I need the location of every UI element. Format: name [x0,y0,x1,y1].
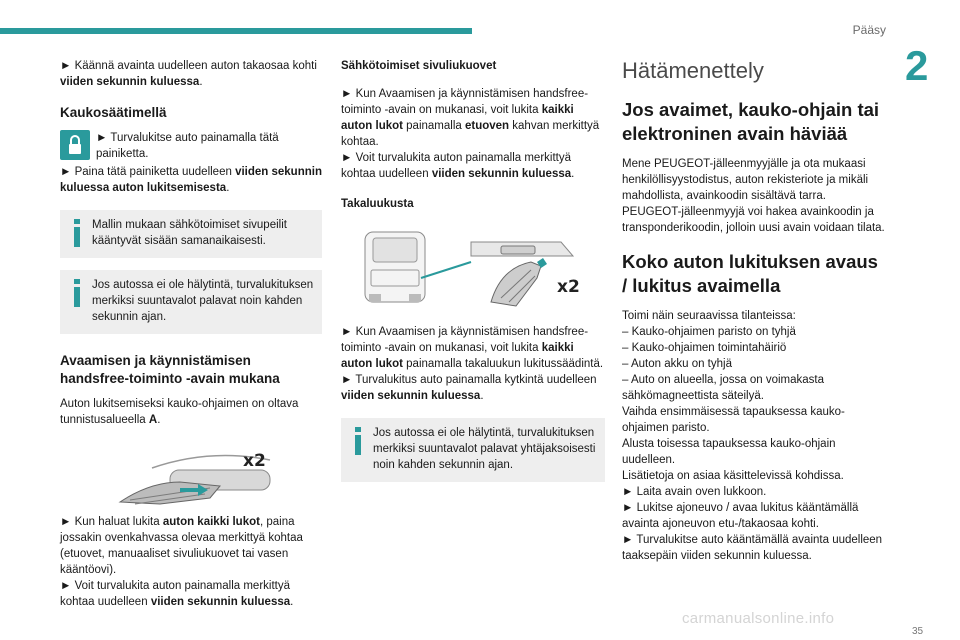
section-title: Pääsy [852,23,886,37]
heading-sliding-doors: Sähkötoimiset sivuliukuovet [341,60,497,72]
tailgate-illustration [341,222,605,312]
info-box-alarm-tailgate: Jos autossa ei ole hälytintä, turvalukituksen merkiksi suuntavalot palavat yhtäjaksoisesti noin kahden sekunnin ajan. [341,418,605,482]
column-left [60,58,322,624]
remote-lock-row: ► Turvalukitse auto painamalla tätä painiketta. [60,130,322,164]
page-number: 35 [912,626,924,637]
list-item: ► Turvalukitse auto kääntämällä avainta uudelleen taaksepäin viiden sekunnin kuluessa. [622,534,883,562]
info-box-mirrors: Mallin mukaan sähkötoimiset sivupeilit kääntyvät sisään samanaikaisesti. [60,210,322,258]
list-item: Lisätietoja on asiaa käsittelevissä kohdissa. [622,470,844,482]
list-item: – Kauko-ohjaimen toimintahäiriö [622,342,787,354]
info-icon [71,219,83,247]
list-item: Vaihda ensimmäisessä tapauksessa kauko-ohjaimen paristo. [622,406,845,434]
header-accent-bar [0,28,472,34]
illustration-x2-label: x2 [243,451,266,471]
list-item: ► Laita avain oven lukkoon. [622,486,767,498]
list-item: ► Lukitse ajoneuvo / avaa lukitus kääntämällä avainta ajoneuvon etu-/takaosaa kohti. [622,502,859,530]
heading-emergency: Hätämenettely [622,58,764,83]
list-item: Alusta toisessa tapauksessa kauko-ohjain uudelleen. [622,438,836,466]
heading-key-lock: Koko auton lukituksen avaus / lukitus avaimella [622,251,878,296]
heading-tailgate: Takaluukusta [341,198,414,210]
key-lock-instructions [622,308,886,564]
info-icon [352,427,364,455]
column-middle [341,58,605,494]
paragraph-remote-again: ► Paina tätä painiketta uudelleen viiden sekunnin kuluessa auton lukitsemisesta. [60,166,322,194]
watermark: carmanualsonline.info [682,610,835,627]
paragraph-turn-key: ► Käännä avainta uudelleen auton takaosaa kohti viiden sekunnin kuluessa. [60,60,317,88]
paragraph-lock-all: ► Kun haluat lukita auton kaikki lukot, paina jossakin ovenkahvassa olevaa merkittyä kohtaa (etuovet, manuaaliset sivuliukuovet tai vasen kääntöovi). ► Voit turvalukita auton painamalla merkittyä kohtaa uudelleen viiden sekunnin kuluessa. [60,516,303,608]
info-box-alarm: Jos autossa ei ole hälytintä, turvalukituksen merkiksi suuntavalot palavat noin kahden sekunnin ajan. [60,270,322,334]
list-item: – Kauko-ohjaimen paristo on tyhjä [622,326,796,338]
heading-lost-key: Jos avaimet, kauko-ohjain tai elektroninen avain häviää [622,99,880,144]
lock-button-icon [60,130,90,160]
paragraph-lost-key: Mene PEUGEOT-jälleenmyyjälle ja ota mukaasi henkilöllisyystodistus, auton rekisteriote ja mikäli mahdollista, avainkoodin sisältävä tarra. PEUGEOT-jälleenmyyjä voi hakea avainkoodin ja transponderikoodin, jolloin uusi avain voidaan tilata. [622,158,885,234]
list-item: Toimi näin seuraavissa tilanteissa: [622,310,796,322]
info-icon [71,279,83,307]
heading-handsfree: Avaamisen ja käynnistämisen handsfree-toiminto -avain mukana [60,353,280,386]
paragraph-tailgate: ► Kun Avaamisen ja käynnistämisen handsfree-toiminto -avain on mukanasi, voit lukita kaikki auton lukot painamalla takaluukun lukitussäädintä. ► Turvalukitus auto painamalla kytkintä uudelleen viiden sekunnin kuluessa. [341,326,604,402]
paragraph-detection: Auton lukitsemiseksi kauko-ohjaimen on oltava tunnistusalueella A. [60,398,299,426]
door-handle-illustration [60,442,322,508]
heading-remote: Kaukosäätimellä [60,105,167,120]
chapter-number: 2 [905,42,929,89]
list-item: – Auton akku on tyhjä [622,358,732,370]
list-item: – Auto on alueella, jossa on voimakasta sähkömagneettista säteilyä. [622,374,825,402]
paragraph-sliding: ► Kun Avaamisen ja käynnistämisen handsfree-toiminto -avain on mukanasi, voit lukita kaikki auton lukot painamalla etuoven kahvan merkittyä kohtaa. ► Voit turvalukita auton painamalla merkittyä kohtaa uudelleen viiden sekunnin kuluessa. [341,88,600,180]
column-right [622,58,886,564]
illustration-x2-label: x2 [557,277,580,297]
